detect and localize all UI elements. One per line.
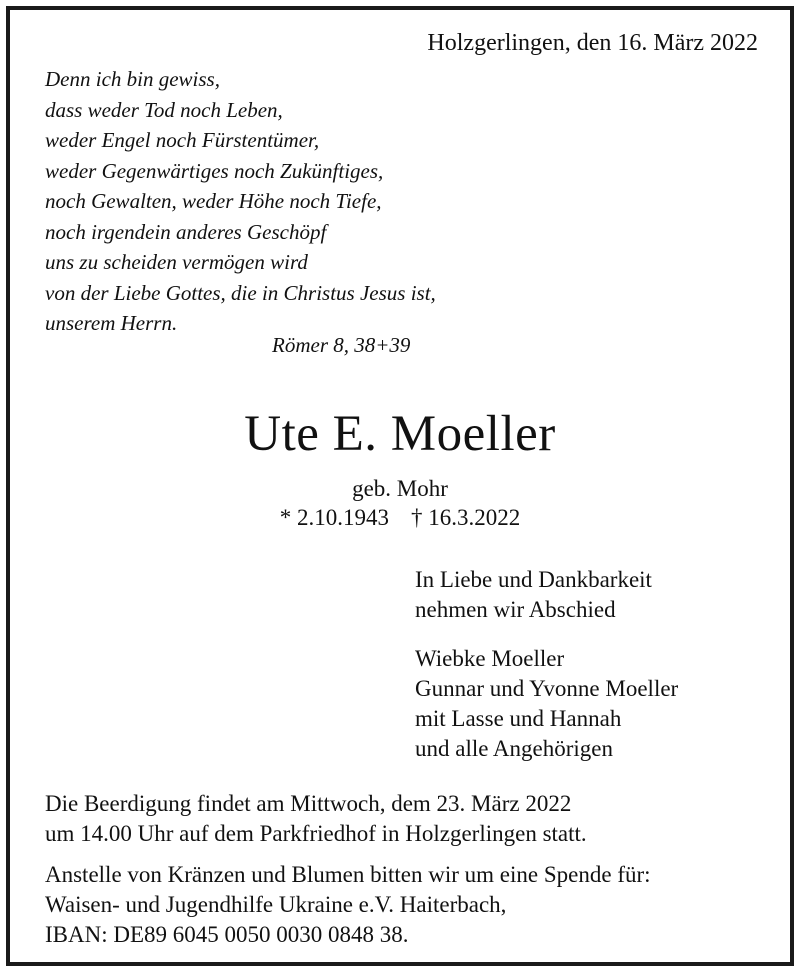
verse-line: uns zu scheiden vermögen wird <box>45 250 308 274</box>
donation-line: Anstelle von Kränzen und Blumen bitten wir um eine Spende für: <box>45 862 651 887</box>
deceased-name: Ute E. Moeller <box>244 406 556 462</box>
farewell-text <box>415 565 652 625</box>
verse-line: weder Engel noch Fürstentümer, <box>45 128 320 152</box>
donation-notice <box>45 860 651 950</box>
verse-line: unserem Herrn. <box>45 311 178 335</box>
funeral-line: um 14.00 Uhr auf dem Parkfriedhof in Holzgerlingen statt. <box>45 821 587 846</box>
birth-name: geb. Mohr <box>352 476 448 501</box>
farewell-line: In Liebe und Dankbarkeit <box>415 567 652 592</box>
family-line: Gunnar und Yvonne Moeller <box>415 676 679 701</box>
verse-line: von der Liebe Gottes, die in Christus Jesus ist, <box>45 280 436 305</box>
bible-verse <box>45 64 436 339</box>
farewell-line: nehmen wir Abschied <box>415 597 616 622</box>
family-line: mit Lasse und Hannah <box>415 706 622 731</box>
place-date: Holzgerlingen, den 16. März 2022 <box>427 30 758 56</box>
funeral-notice <box>45 789 587 849</box>
donation-line: Waisen- und Jugendhilfe Ukraine e.V. Haiterbach, <box>45 892 507 917</box>
family-line: und alle Angehörigen <box>415 736 614 761</box>
donation-line: IBAN: DE89 6045 0050 0030 0848 38. <box>45 922 409 947</box>
verse-reference: Römer 8, 38+39 <box>272 333 411 357</box>
birth-date: * 2.10.1943 <box>279 505 389 530</box>
verse-line: dass weder Tod noch Leben, <box>45 97 283 122</box>
verse-line: Denn ich bin gewiss, <box>45 67 220 91</box>
verse-line: weder Gegenwärtiges noch Zukünftiges, <box>45 158 384 183</box>
family-signatures <box>415 644 678 764</box>
verse-line: noch Gewalten, weder Höhe noch Tiefe, <box>45 189 382 213</box>
verse-line: noch irgendein anderes Geschöpf <box>45 219 327 244</box>
death-date: † 16.3.2022 <box>411 505 521 530</box>
family-line: Wiebke Moeller <box>415 646 565 671</box>
funeral-line: Die Beerdigung findet am Mittwoch, dem 23. März 2022 <box>45 791 572 816</box>
life-dates <box>0 505 800 531</box>
